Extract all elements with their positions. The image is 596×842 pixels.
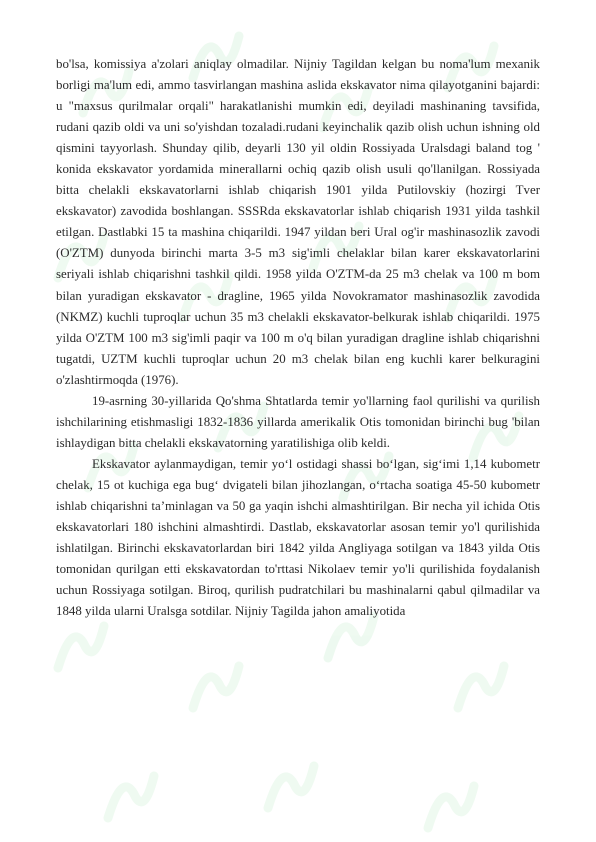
watermark-mark (428, 786, 474, 828)
watermark-mark (328, 616, 374, 658)
watermark-mark (108, 776, 154, 818)
paragraph-continuation: bo'lsa, komissiya a'zolari aniqlay olmadilar. Nijniy Tagildan kelgan bu noma'lum mexanik borligi ma'lum edi, ammo tasvirlangan mashina aslida ekskavator nima qilayotganini bajardi: u "maxsus qurilmalar orqali" harakatlanishi mumkin edi, deyiladi mashinaning tavsifida, rudani qazib oldi va uni so'yishdan tozaladi.rudani keyinchalik qazib olish uchun ishning old qismini tayyorlash. Shunday qilib, deyarli 130 yil oldin Rossiyada Uralsdagi baland tog ' konida ekskavator yordamida minerallarni ochiq qazib olish usuli qo'llanilgan. Rossiyada bitta chelakli ekskavatorlarni ishlab chiqarish 1901 yilda Putilovskiy (hozirgi Tver ekskavator) zavodida boshlangan. SSSRda ekskavatorlar ishlab chiqarish 1931 yilda tashkil etilgan. Dastlabki 15 ta mashina chiqarildi. 1947 yildan beri Ural og'ir mashinasozlik zavodi (O'ZTM) dunyoda birinchi marta 3-5 m3 sig'imli chelaklar bilan karer ekskavatorlarini seriyali ishlab chiqarishni tashkil qildi. 1958 yilda O'ZTM-da 25 m3 chelak va 100 m bom bilan yuradigan ekskavator - dragline, 1965 yilda Novokramator mashinasozlik zavodida (NKMZ) kuchli tuproqlar uchun 35 m3 chelakli ekskavator-belkurak ishlab chiqarildi. 1975 yilda O'ZTM 100 m3 sig'imli paqir va 100 m o'q bilan yuradigan dragline ishlab chiqarishni tugatdi, UZTM kuchli tuproqlar uchun 20 m3 chelak bilan eng kuchli karer belkuragini o'zlashtirmoqda (1976). (56, 57, 540, 387)
watermark-mark (268, 766, 314, 808)
paragraph-otis-history: 19-asrning 30-yillarida Qo'shma Shtatlarda temir yo'llarning faol qurilishi va qurilish ishchilarining etishmasligi 1832-1836 yillarda amerikalik Otis tomonidan birinchi bug 'bilan ishlaydigan bitta chelakli ekskavatorning yaratilishiga olib keldi. (56, 393, 540, 450)
watermark-mark (58, 626, 104, 668)
watermark-mark (193, 666, 239, 708)
paragraph-otis-excavator: Ekskavator aylanmaydigan, temir yo‘l ostidagi shassi bo‘lgan, sig‘imi 1,14 kubometr chelak, 15 ot kuchiga ega bug‘ dvigateli bilan jihozlangan, o‘rtacha soatiga 45-50 kubometr ishlab chiqarishni ta’minlagan va 50 ga yaqin ishchi almashtirilgan. Bir necha yil ichida Otis ekskavatorlari 180 ishchini almashtirdi. Dastlab, ekskavatorlar asosan temir yo'l qurilishida ishlatilgan. Birinchi ekskavatorlardan biri 1842 yilda Angliyaga sotilgan va 1843 yilda Otis tomonidan qurilgan etti ekskavatordan to'rttasi Nikolaev temir yo'li qurilishida foydalanish uchun Rossiyaga sotilgan. Biroq, qurilish pudratchilari bu mashinalarni qabul qilmadilar va 1848 yilda ularni Uralsga sotdilar. Nijniy Tagilda jahon amaliyotida (56, 456, 540, 619)
watermark-mark (458, 666, 504, 708)
document-text (56, 54, 540, 622)
